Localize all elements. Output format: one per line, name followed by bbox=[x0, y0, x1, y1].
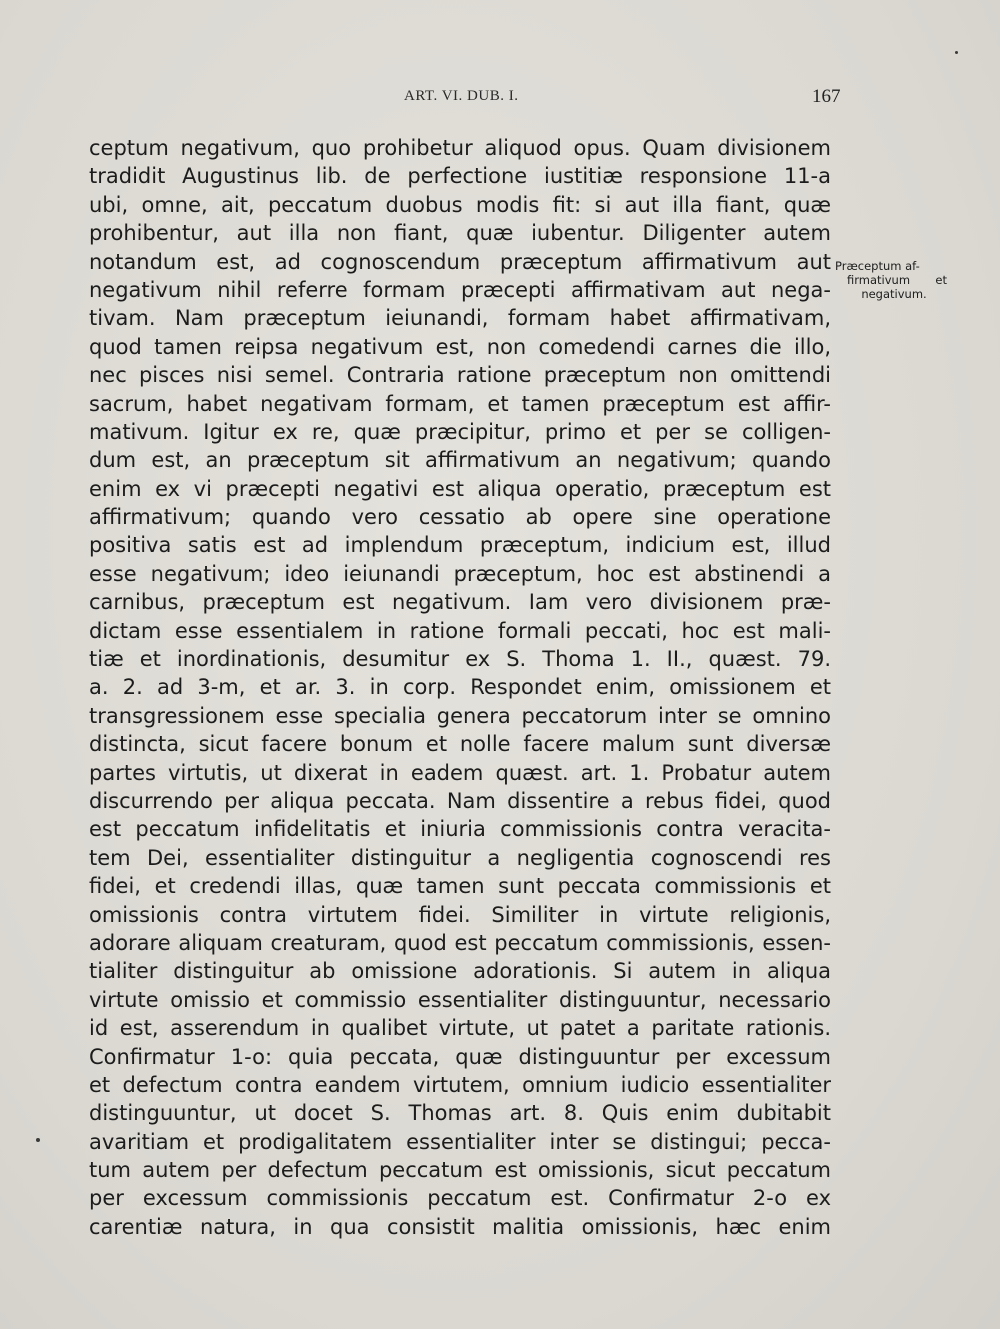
text-line: negativum nihil referre formam præcepti affirmativam aut nega- bbox=[89, 277, 831, 302]
text-line: nec pisces nisi semel. Contraria ratione præceptum non omittendi bbox=[89, 363, 831, 388]
text-line: quod tamen reipsa negativum est, non comedendi carnes die illo, bbox=[89, 334, 831, 359]
margin-note bbox=[835, 259, 947, 301]
text-line: dum est, an præceptum sit affirmativum an negativum; quando bbox=[89, 448, 831, 473]
text-line: mativum. Igitur ex re, quæ præcipitur, primo et per se colligen- bbox=[89, 419, 831, 444]
text-line: prohibentur, aut illa non fiant, quæ iubentur. Diligenter autem bbox=[89, 221, 831, 246]
text-line: distinguuntur, ut docet S. Thomas art. 8. Quis enim dubitabit bbox=[89, 1101, 831, 1126]
text-line: sacrum, habet negativam formam, et tamen præceptum est affir- bbox=[89, 391, 831, 416]
margin-note-line: negativum. bbox=[861, 287, 927, 301]
text-line: carnibus, præceptum est negativum. Iam vero divisionem præ- bbox=[89, 590, 831, 615]
margin-note-line: firmativum et bbox=[847, 273, 947, 287]
running-head: ART. VI. DUB. I. bbox=[404, 88, 519, 104]
page-number: 167 bbox=[812, 86, 841, 107]
text-line: distincta, sicut facere bonum et nolle facere malum sunt diversæ bbox=[89, 732, 831, 757]
text-line: partes virtutis, ut dixerat in eadem quæst. art. 1. Probatur autem bbox=[89, 760, 831, 785]
text-line: et defectum contra eandem virtutem, omnium iudicio essentialiter bbox=[89, 1072, 831, 1097]
text-line: tialiter distinguitur ab omissione adorationis. Si autem in aliqua bbox=[89, 959, 831, 984]
text-line: adorare aliquam creaturam, quod est peccatum commissionis, essen- bbox=[89, 930, 831, 955]
text-line: ubi, omne, ait, peccatum duobus modis fit: si aut illa fiant, quæ bbox=[89, 192, 831, 217]
text-line: tum autem per defectum peccatum est omissionis, sicut peccatum bbox=[89, 1158, 831, 1183]
text-line: Confirmatur 1-o: quia peccata, quæ distinguuntur per excessum bbox=[89, 1044, 831, 1069]
text-line: est peccatum infidelitatis et iniuria commissionis contra veracita- bbox=[89, 817, 831, 842]
text-line: esse negativum; ideo ieiunandi præceptum, hoc est abstinendi a bbox=[89, 561, 831, 586]
margin-note-line: Præceptum af- bbox=[835, 259, 920, 273]
text-line: tivam. Nam præceptum ieiunandi, formam habet affirmativam, bbox=[89, 306, 831, 331]
text-line: affirmativum; quando vero cessatio ab opere sine operatione bbox=[89, 505, 831, 530]
text-line: carentiæ natura, in qua consistit malitia omissionis, hæc enim bbox=[89, 1214, 831, 1239]
text-line: ceptum negativum, quo prohibetur aliquod opus. Quam divisionem bbox=[89, 136, 831, 160]
text-line: positiva satis est ad implendum præceptum, indicium est, illud bbox=[89, 533, 831, 558]
text-line: dictam esse essentialem in ratione formali peccati, hoc est mali- bbox=[89, 618, 831, 643]
text-line: tiæ et inordinationis, desumitur ex S. Thoma 1. II., quæst. 79. bbox=[89, 647, 831, 672]
text-line: tradidit Augustinus lib. de perfectione iustitiæ responsione 11-a bbox=[89, 164, 831, 189]
text-line: omissionis contra virtutem fidei. Similiter in virtute religionis, bbox=[89, 902, 831, 927]
text-line: avaritiam et prodigalitatem essentialiter inter se distingui; pecca- bbox=[89, 1129, 831, 1154]
text-line: transgressionem esse specialia genera peccatorum inter se omnino bbox=[89, 703, 831, 728]
text-line: tem Dei, essentialiter distinguitur a negligentia cognoscendi res bbox=[89, 845, 831, 870]
ink-speck bbox=[955, 51, 958, 54]
ink-speck bbox=[36, 1138, 40, 1142]
text-line: id est, asserendum in qualibet virtute, ut patet a paritate rationis. bbox=[89, 1016, 831, 1041]
text-line: fidei, et credendi illas, quæ tamen sunt peccata commissionis et bbox=[89, 874, 831, 899]
body-text bbox=[89, 134, 831, 1241]
text-line: discurrendo per aliqua peccata. Nam dissentire a rebus fidei, quod bbox=[89, 788, 831, 813]
text-line: notandum est, ad cognoscendum præceptum affirmativum aut bbox=[89, 249, 831, 274]
text-line: enim ex vi præcepti negativi est aliqua operatio, præceptum est bbox=[89, 476, 831, 501]
text-line: a. 2. ad 3-m, et ar. 3. in corp. Respondet enim, omissionem et bbox=[89, 675, 831, 700]
text-line: virtute omissio et commissio essentialiter distinguuntur, necessario bbox=[89, 987, 831, 1012]
text-line: per excessum commissionis peccatum est. Confirmatur 2-o ex bbox=[89, 1186, 831, 1211]
